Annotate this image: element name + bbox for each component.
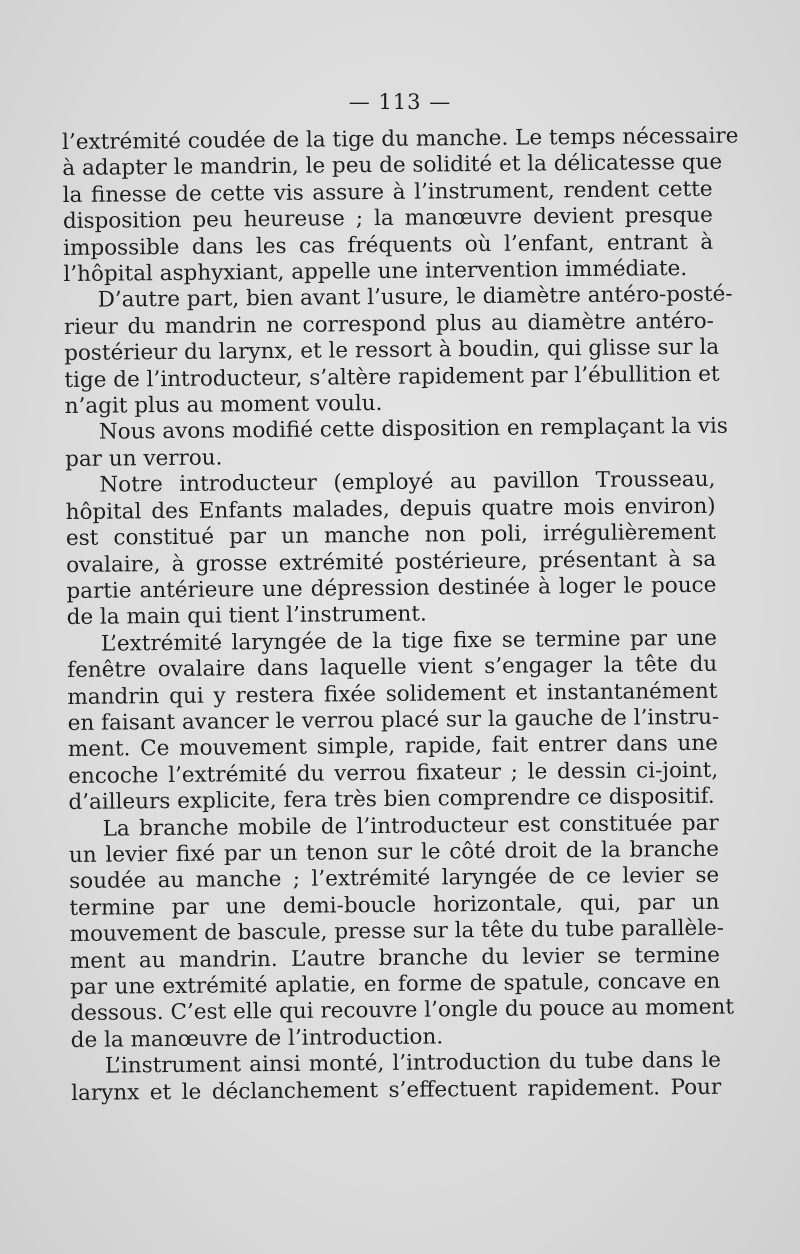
text-line: mandrin qui y restera fixée solidement et instantanément [67, 678, 718, 710]
text-line: impossible dans les cas fréquents où l’enfant, entrant à [63, 229, 714, 261]
text-line: ment au mandrin. L’autre branche du levier se termine [69, 942, 721, 974]
text-line: ment. Ce mouvement simple, rapide, fait entrer dans une [67, 731, 719, 763]
paragraph [65, 414, 729, 473]
text-line: fenêtre ovalaire dans laquelle vient s’engager la tête du [67, 651, 718, 684]
text-line: termine par une demi-boucle horizontale, qui, par un [69, 889, 720, 921]
text-line: encoche l’extrémité du verrou fixateur ; le dessin ci-joint, [68, 757, 719, 789]
text-line: hôpital des Enfants malades, depuis quatre mois environ) [65, 493, 716, 525]
paragraph [63, 282, 733, 420]
text-line: en faisant avancer le verrou placé sur la gauche de l’instru- [67, 704, 720, 736]
text-line: postérieur du larynx, et le ressort à boudin, qui glisse sur la [64, 334, 720, 367]
text-line: disposition peu heureuse ; la manœuvre devient presque [62, 202, 713, 235]
text-line: larynx et le déclanchement s’effectuent rapidement. Pour [71, 1074, 722, 1106]
text-line: de la manœuvre de l’introduction. [70, 1024, 444, 1053]
paragraph [62, 123, 739, 289]
paragraph [71, 1048, 721, 1107]
text-line: mouvement de bascule, presse sur la tête du tube parallèle- [69, 915, 725, 948]
text-line: d’ailleurs explicite, fera très bien comprendre ce dispositif. [68, 783, 715, 816]
text-line: un levier fixé par un tenon sur le côté droit de la branche [68, 836, 720, 868]
paragraph [65, 467, 716, 632]
text-line: est constitué par un manche non poli, irrégulièrement [65, 519, 717, 552]
body-text [62, 123, 739, 1107]
paragraph [68, 810, 735, 1054]
text-line: D’autre part, bien avant l’usure, le diamètre antéro-posté- [97, 282, 733, 314]
text-line: n’agit plus au moment voulu. [64, 391, 383, 420]
text-line: L’extrémité laryngée de la tige fixe se termine par une [100, 625, 718, 657]
text-line: par un verrou. [65, 445, 223, 472]
text-line: dessous. C’est elle qui recouvre l’ongle du pouce au moment [70, 994, 735, 1027]
text-line: à adapter le mandrin, le peu de solidité et la délicatesse que [62, 150, 723, 182]
text-line: Notre introducteur (employé au pavillon Trousseau, [99, 467, 716, 498]
text-line: par une extrémité aplatie, en forme de spatule, concave en [70, 968, 721, 1000]
text-line: de la main qui tient l’instrument. [66, 601, 427, 631]
text-line: soudée au manche ; l’extrémité laryngée de ce levier se [69, 863, 720, 895]
text-line: La branche mobile de l’introducteur est constituée par [102, 810, 719, 842]
text-line: l’extrémité coudée de la tige du manche. Le temps nécessaire [62, 123, 739, 155]
paragraph [67, 625, 719, 816]
text-line: l’hôpital asphyxiant, appelle une intervention immédiate. [63, 256, 688, 288]
text-line: tige de l’introducteur, s’altère rapidement par l’ébullition et [64, 361, 720, 393]
text-line: Nous avons modifié cette disposition en remplaçant la vis [98, 414, 729, 446]
text-line: la finesse de cette vis assure à l’instrument, rendent cette [62, 176, 713, 208]
text-line: rieur du mandrin ne correspond plus au diamètre antéro- [63, 308, 714, 340]
text-line: L’instrument ainsi monté, l’introduction du tube dans le [104, 1047, 722, 1079]
text-line: ovalaire, à grosse extrémité postérieure, présentant à sa [66, 546, 717, 578]
text-line: partie antérieure une dépression destinée à loger le pouce [66, 572, 717, 604]
page-number: — 113 — [348, 90, 452, 114]
